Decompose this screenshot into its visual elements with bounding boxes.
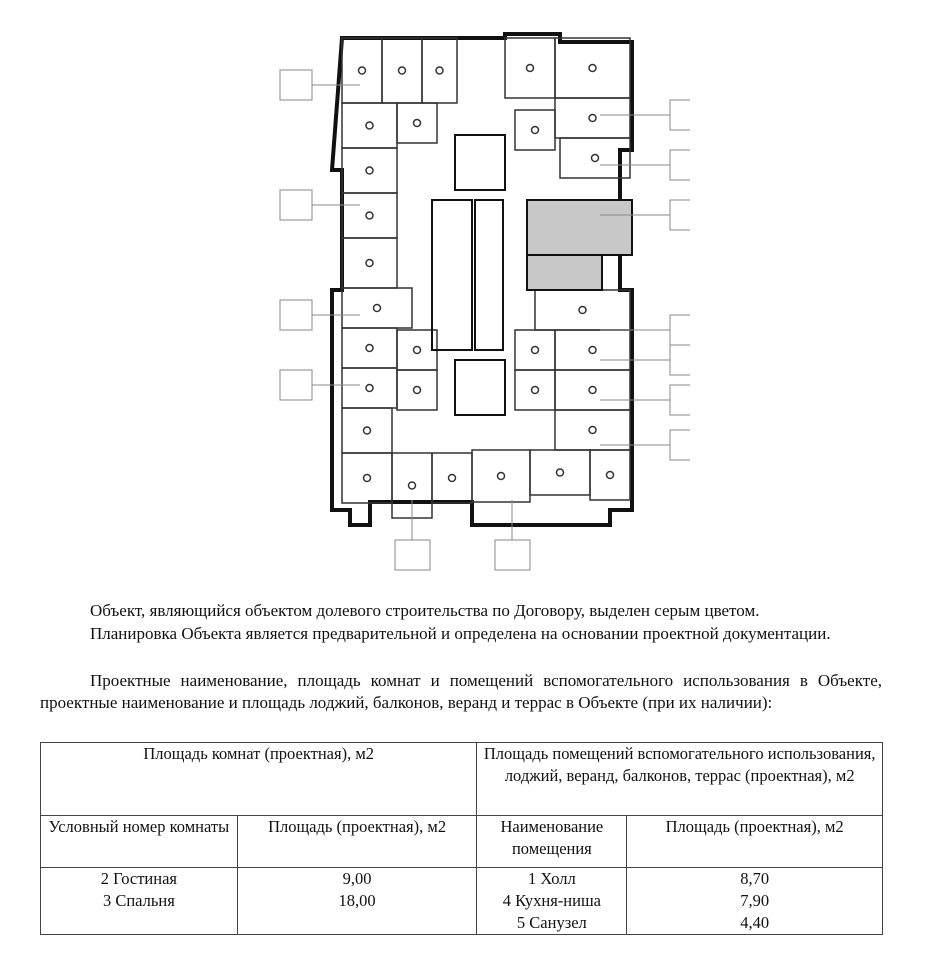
room-marker bbox=[364, 427, 371, 434]
plan-room bbox=[515, 330, 555, 370]
aux-name: 5 Санузел bbox=[477, 912, 627, 935]
rooms-group-header: Площадь комнат (проектная), м2 bbox=[41, 743, 477, 816]
room-name: 2 Гостиная bbox=[41, 868, 238, 891]
table-row bbox=[41, 890, 883, 912]
room-marker bbox=[589, 65, 596, 72]
area-callout bbox=[670, 385, 690, 415]
room-marker bbox=[527, 65, 534, 72]
room-area bbox=[237, 912, 477, 935]
plan-room bbox=[422, 38, 457, 103]
room-marker bbox=[366, 122, 373, 129]
area-callout bbox=[670, 315, 690, 345]
plan-room bbox=[590, 450, 630, 500]
room-marker bbox=[589, 427, 596, 434]
room-name bbox=[41, 912, 238, 935]
area-callout bbox=[670, 345, 690, 375]
room-marker bbox=[366, 385, 373, 392]
room-name: 3 Спальня bbox=[41, 890, 238, 912]
aux-name: 1 Холл bbox=[477, 868, 627, 891]
room-marker bbox=[532, 127, 539, 134]
paragraph-highlight-note: Объект, являющийся объектом долевого строительства по Договору, выделен серым цветом. bbox=[90, 601, 760, 620]
room-marker bbox=[366, 167, 373, 174]
area-callout bbox=[280, 300, 312, 330]
room-marker bbox=[436, 67, 443, 74]
plan-room bbox=[530, 450, 590, 495]
area-callout bbox=[495, 540, 530, 570]
paragraph-areas-intro: Проектные наименование, площадь комнат и помещений вспомогательного использования в Объекте, проектные наименование и площадь лоджий, балконов, веранд и террас в Объекте (при их наличии): bbox=[40, 671, 882, 712]
floor-plan bbox=[270, 30, 690, 580]
col-header-room-area: Площадь (проектная), м2 bbox=[237, 816, 477, 868]
room-marker bbox=[498, 473, 505, 480]
room-marker bbox=[449, 475, 456, 482]
aux-area: 8,70 bbox=[627, 868, 883, 891]
plan-room bbox=[515, 370, 555, 410]
area-callout bbox=[280, 70, 312, 100]
aux-name: 4 Кухня-ниша bbox=[477, 890, 627, 912]
room-marker bbox=[414, 120, 421, 127]
plan-room bbox=[515, 110, 555, 150]
room-marker bbox=[366, 345, 373, 352]
area-callout bbox=[280, 370, 312, 400]
plan-room bbox=[505, 38, 555, 98]
aux-area: 4,40 bbox=[627, 912, 883, 935]
room-marker bbox=[366, 212, 373, 219]
plan-room bbox=[555, 38, 630, 98]
plan-room bbox=[342, 193, 397, 238]
room-marker bbox=[607, 472, 614, 479]
plan-room bbox=[342, 38, 382, 103]
area-callout bbox=[280, 190, 312, 220]
area-callout bbox=[670, 100, 690, 130]
area-callout bbox=[670, 430, 690, 460]
plan-room bbox=[382, 38, 422, 103]
room-marker bbox=[374, 305, 381, 312]
table-row bbox=[41, 912, 883, 935]
room-marker bbox=[557, 469, 564, 476]
room-marker bbox=[592, 155, 599, 162]
room-marker bbox=[359, 67, 366, 74]
plan-room bbox=[397, 370, 437, 410]
room-marker bbox=[409, 482, 416, 489]
room-marker bbox=[399, 67, 406, 74]
area-table bbox=[40, 742, 883, 935]
plan-room bbox=[342, 238, 397, 288]
plan-room bbox=[342, 103, 397, 148]
room-marker bbox=[532, 347, 539, 354]
room-marker bbox=[532, 387, 539, 394]
room-marker bbox=[589, 115, 596, 122]
col-header-aux-area: Площадь (проектная), м2 bbox=[627, 816, 883, 868]
plan-room bbox=[555, 98, 630, 138]
area-callout bbox=[395, 540, 430, 570]
room-marker bbox=[414, 387, 421, 394]
table-row bbox=[41, 868, 883, 891]
room-area: 9,00 bbox=[237, 868, 477, 891]
area-callout bbox=[670, 200, 690, 230]
plan-room bbox=[342, 288, 412, 328]
room-marker bbox=[579, 307, 586, 314]
plan-room bbox=[555, 370, 630, 410]
col-header-room-number: Условный номер комнаты bbox=[41, 816, 238, 868]
plan-room bbox=[342, 328, 397, 368]
plan-room bbox=[342, 408, 392, 453]
col-header-aux-name: Наименование помещения bbox=[477, 816, 627, 868]
plan-room bbox=[472, 450, 530, 502]
room-marker bbox=[589, 387, 596, 394]
plan-room bbox=[342, 148, 397, 193]
plan-room bbox=[555, 330, 630, 370]
room-marker bbox=[364, 475, 371, 482]
area-callout bbox=[670, 150, 690, 180]
aux-group-header: Площадь помещений вспомогательного использования, лоджий, веранд, балконов, террас (проектная), м2 bbox=[477, 743, 883, 816]
plan-room bbox=[555, 410, 630, 450]
plan-room bbox=[342, 368, 397, 408]
aux-area: 7,90 bbox=[627, 890, 883, 912]
plan-room bbox=[342, 453, 392, 503]
plan-room bbox=[535, 290, 630, 330]
room-area: 18,00 bbox=[237, 890, 477, 912]
room-marker bbox=[414, 347, 421, 354]
room-marker bbox=[589, 347, 596, 354]
plan-room bbox=[397, 103, 437, 143]
room-marker bbox=[366, 260, 373, 267]
plan-room bbox=[432, 453, 472, 503]
paragraph-layout-note: Планировка Объекта является предварительной и определена на основании проектной документации. bbox=[90, 624, 831, 643]
